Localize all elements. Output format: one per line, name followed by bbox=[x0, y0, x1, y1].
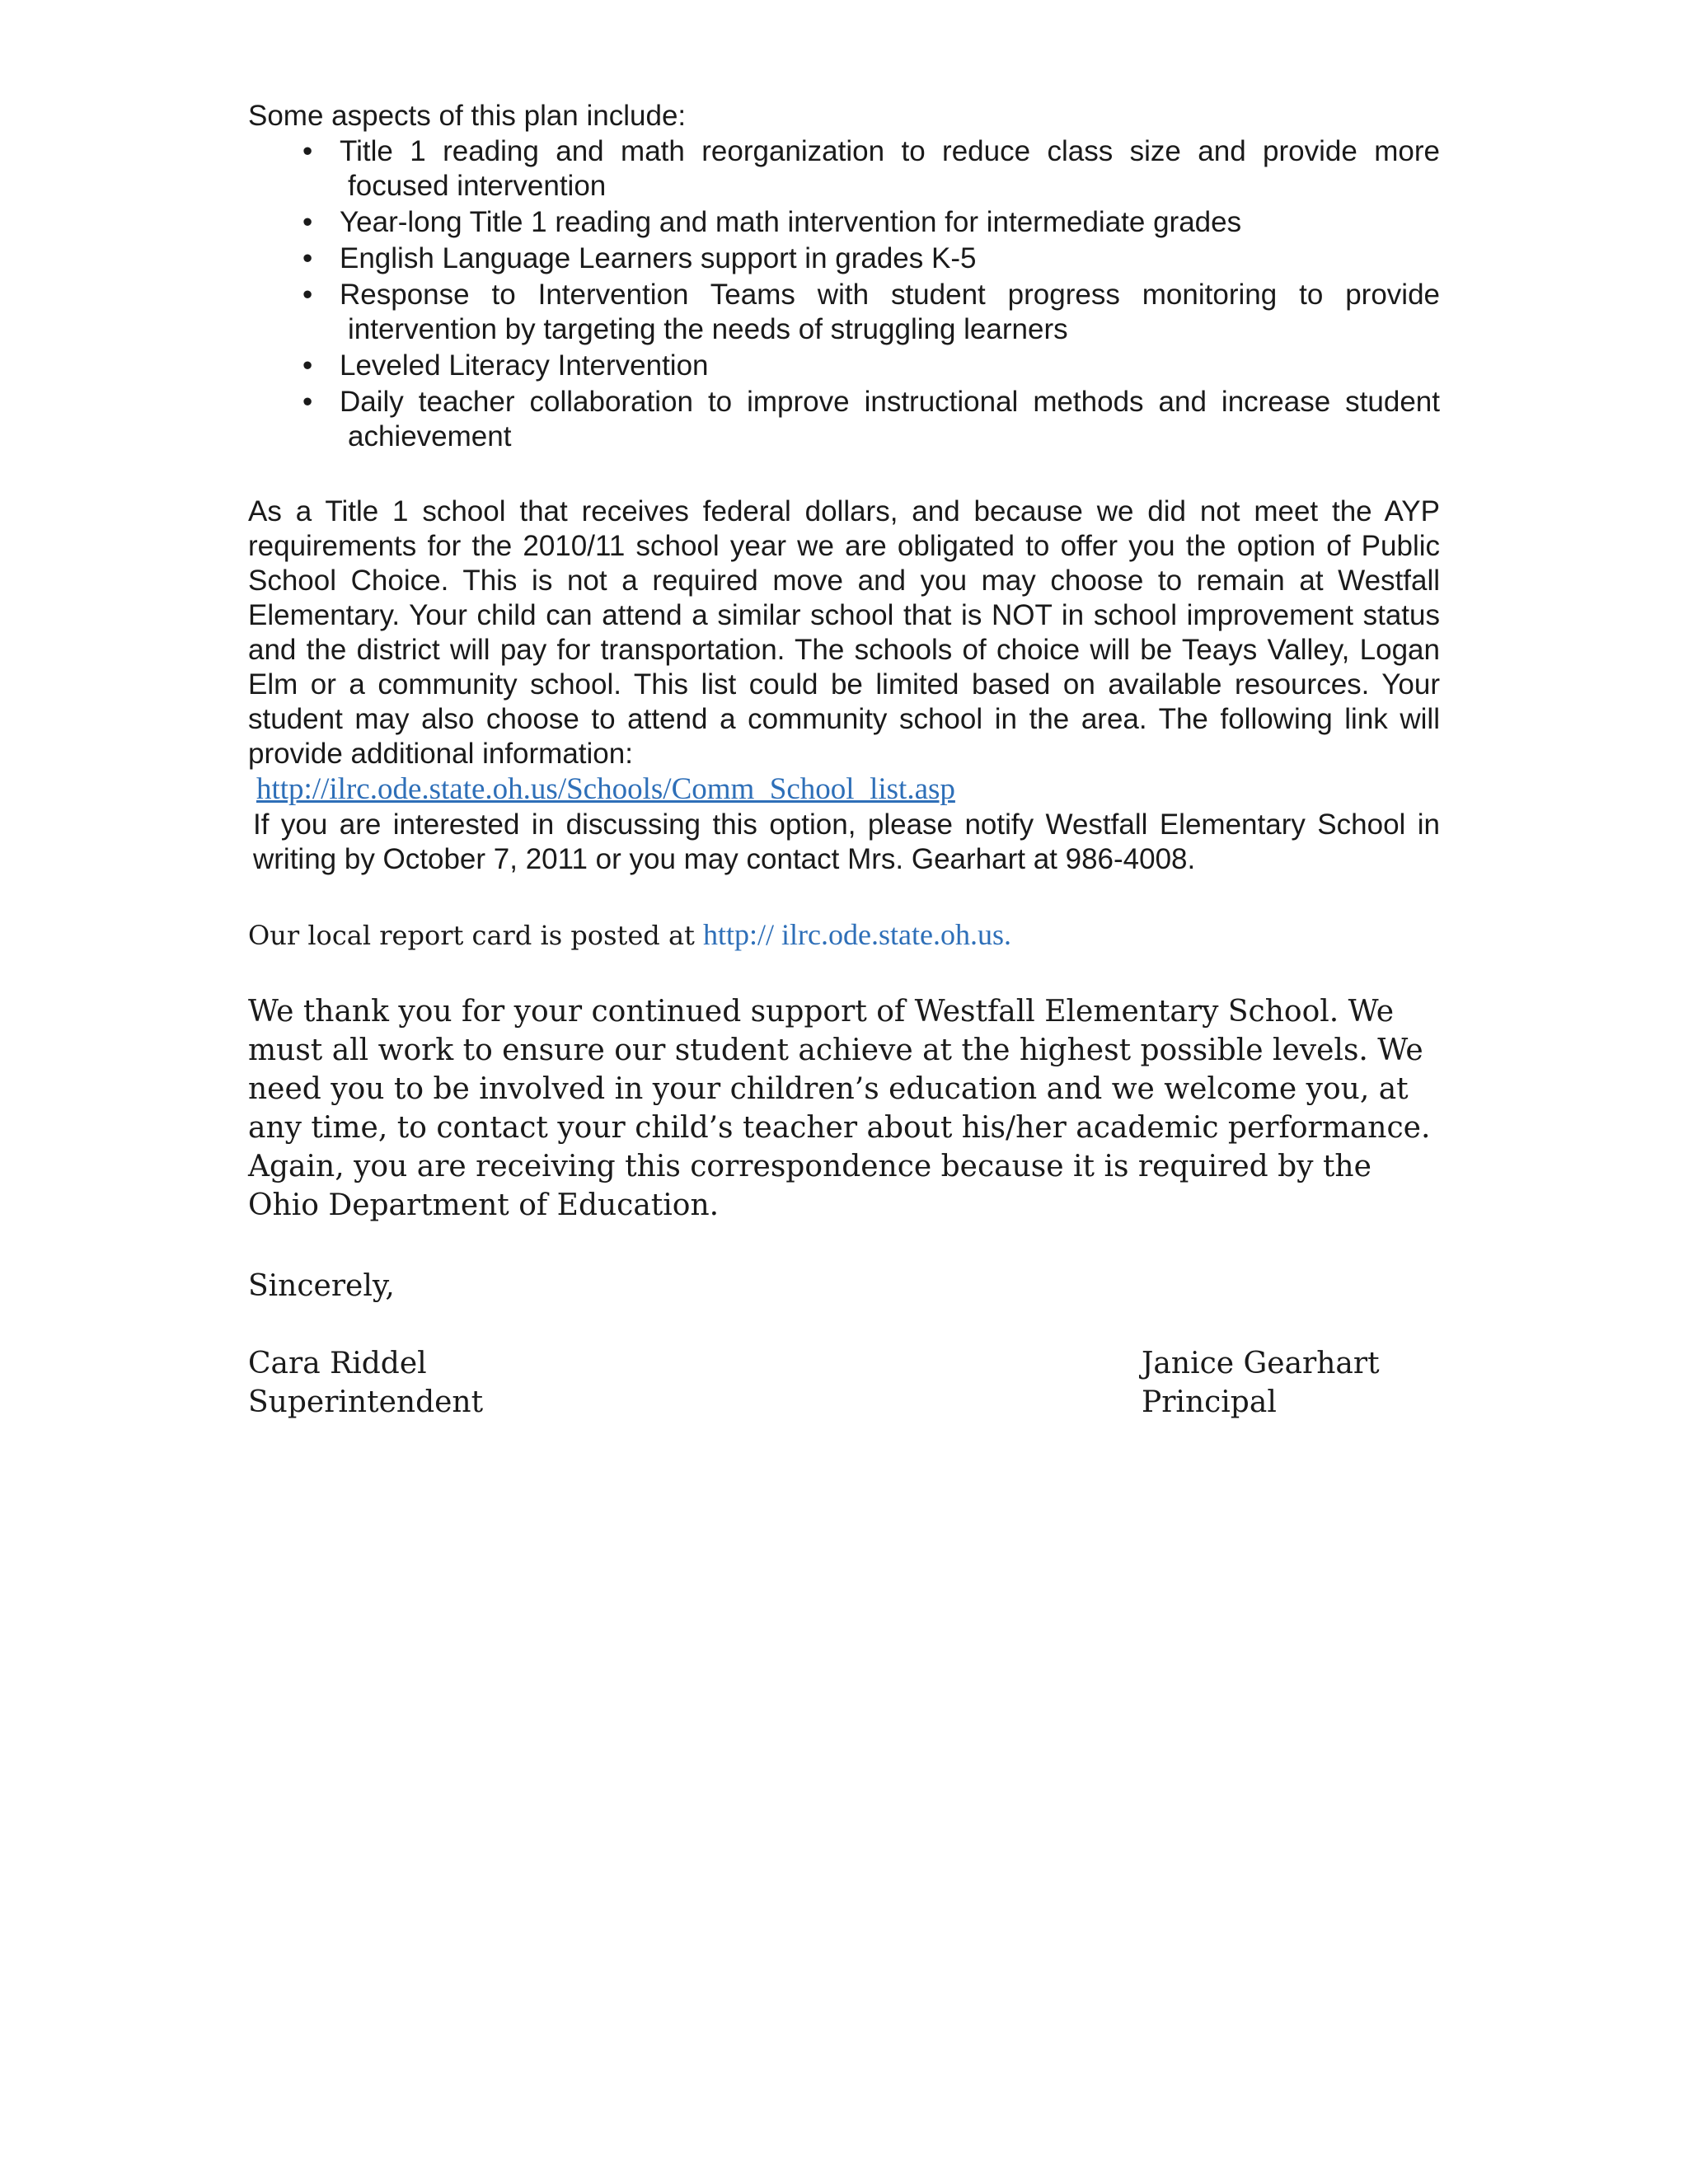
school-choice-section bbox=[248, 494, 1440, 877]
signatory-name: Janice Gearhart bbox=[1142, 1347, 1380, 1380]
signature-superintendent bbox=[248, 1344, 483, 1422]
community-school-list-link[interactable]: http://ilrc.ode.state.oh.us/Schools/Comm_School_list.asp bbox=[256, 772, 955, 806]
report-card-line bbox=[248, 917, 1011, 953]
list-item: • Year-long Title 1 reading and math intervention for intermediate grades bbox=[307, 205, 1440, 240]
report-card-link[interactable]: http:// ilrc.ode.state.oh.us. bbox=[703, 918, 1011, 951]
signatory-title: Principal bbox=[1142, 1385, 1277, 1419]
plan-intro: Some aspects of this plan include: bbox=[248, 100, 687, 132]
signatory-title: Superintendent bbox=[248, 1385, 484, 1419]
plan-aspects-list bbox=[307, 134, 1440, 456]
list-item: • Daily teacher collaboration to improve instructional methods and increase student achievement bbox=[307, 385, 1440, 454]
notify-paragraph: If you are interested in discussing this option, please notify Westfall Elementary School in writing by October 7, 2011 or you may contact Mrs. Gearhart at 986-4008. bbox=[253, 808, 1440, 875]
list-item: • Title 1 reading and math reorganization to reduce class size and provide more focused intervention bbox=[307, 134, 1440, 204]
list-item: • Response to Intervention Teams with student progress monitoring to provide intervention by targeting the needs of struggling learners bbox=[307, 278, 1440, 347]
school-choice-paragraph: As a Title 1 school that receives federal dollars, and because we did not meet the AYP requirements for the 2010/11 school year we are obligated to offer you the option of Public School Choice. This is not a required move and you may choose to remain at Westfall Elementary. Your child can attend a similar school that is NOT in school improvement status and the district will pay for transportation. The schools of choice will be Teays Valley, Logan Elm or a community school. This list could be limited based on available resources. Your student may also choose to attend a community school in the area. The following link will provide additional information: bbox=[248, 495, 1440, 770]
list-item: • Leveled Literacy Intervention bbox=[307, 349, 1440, 383]
closing: Sincerely, bbox=[248, 1269, 395, 1303]
signature-principal bbox=[1142, 1344, 1380, 1422]
signatory-name: Cara Riddel bbox=[248, 1347, 427, 1380]
list-item: • English Language Learners support in grades K-5 bbox=[307, 241, 1440, 276]
thanks-paragraph: We thank you for your continued support of Westfall Elementary School. We must all work to ensure our student achieve at the highest possible levels. We need you to be involved in your children’s education and we welcome you, at any time, to contact your child’s teacher about his/her academic performance. Again, you are receiving this correspondence because it is required by the Ohio Department of Education. bbox=[248, 995, 1431, 1222]
thanks-section bbox=[248, 992, 1451, 1225]
report-card-text: Our local report card is posted at bbox=[248, 920, 695, 951]
